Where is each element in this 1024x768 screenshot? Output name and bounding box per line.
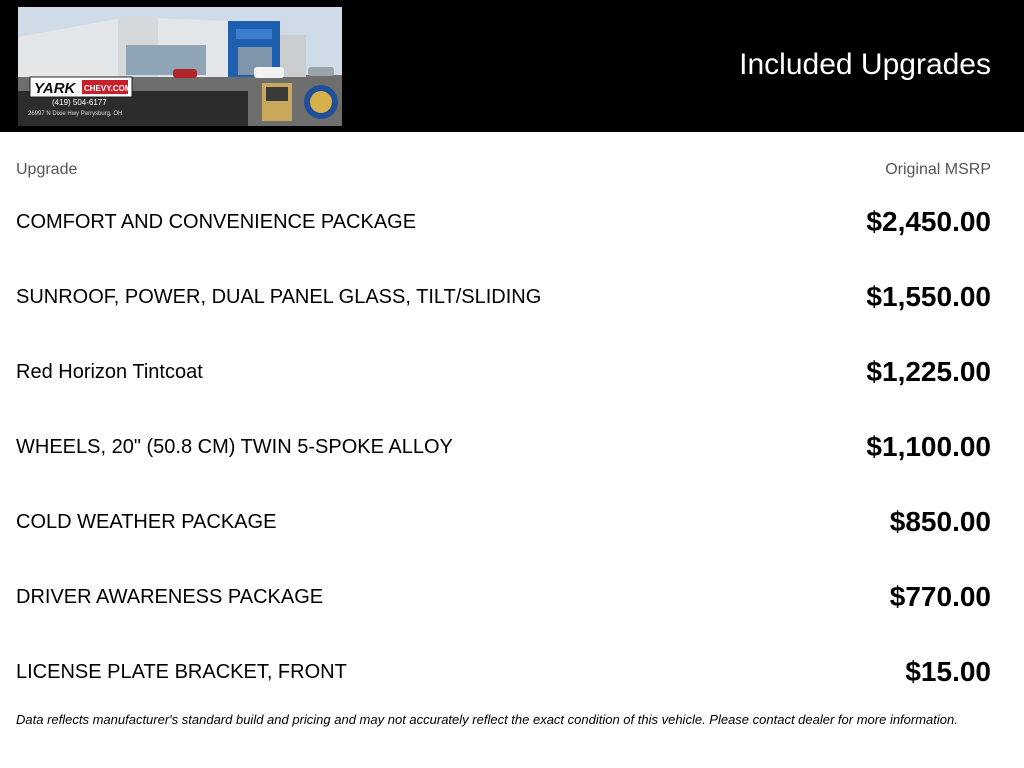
upgrade-row [16,560,991,635]
column-header-upgrade: Upgrade [16,161,78,178]
upgrade-name: COLD WEATHER PACKAGE [16,511,277,533]
upgrade-name: SUNROOF, POWER, DUAL PANEL GLASS, TILT/SLIDING [16,286,542,308]
dealer-logo-subtext: CHEVY.COM [84,84,132,93]
page-header [0,0,1024,132]
upgrade-row [16,410,991,485]
upgrade-name: WHEELS, 20" (50.8 CM) TWIN 5-SPOKE ALLOY [16,436,453,458]
upgrade-price: $850.00 [889,506,991,537]
upgrade-name: Red Horizon Tintcoat [16,361,203,383]
dealer-building-illustration [18,7,342,126]
upgrade-name: DRIVER AWARENESS PACKAGE [16,586,324,608]
upgrade-name: COMFORT AND CONVENIENCE PACKAGE [16,211,417,233]
upgrade-row [16,485,991,560]
dealer-address: 26997 N Dixie Hwy Perrysburg, OH [28,111,123,117]
upgrade-row [16,335,991,410]
page-title: Included Upgrades [739,48,991,81]
dealer-phone: (419) 504-6177 [52,98,107,107]
upgrade-price: $1,100.00 [866,431,991,462]
upgrade-price: $770.00 [889,581,991,612]
dealer-logo-text: YARK [34,80,76,97]
upgrade-row [16,185,991,260]
dealer-image [18,7,342,126]
column-header-msrp: Original MSRP [885,161,991,178]
upgrade-price: $2,450.00 [866,206,991,237]
upgrade-name: LICENSE PLATE BRACKET, FRONT [16,661,347,683]
upgrade-price: $1,550.00 [866,281,991,312]
upgrade-price: $1,225.00 [866,356,991,387]
upgrade-row [16,260,991,335]
upgrade-price: $15.00 [905,656,991,687]
disclaimer-text: Data reflects manufacturer's standard build and pricing and may not accurately reflect the exact condition of this vehicle. Please contact dealer for more information. [16,712,958,727]
upgrades-list [16,185,991,710]
upgrade-row [16,635,991,710]
